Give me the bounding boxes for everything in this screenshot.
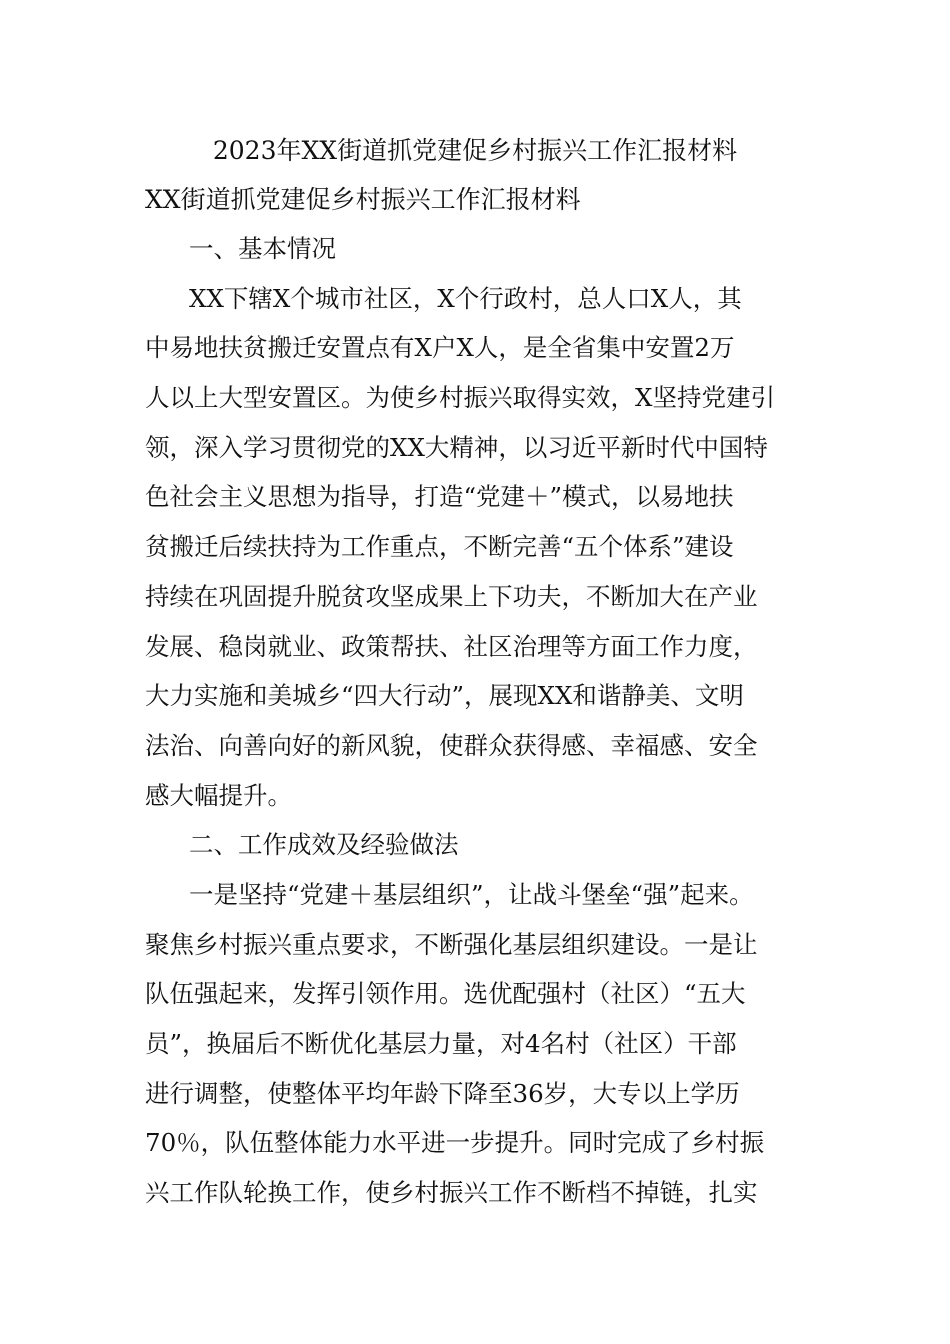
text-line: 人以上大型安置区。为使乡村振兴取得实效，X坚持党建引 [145, 383, 775, 413]
text-line: 持续在巩固提升脱贫攻坚成果上下功夫，不断加大在产业 [145, 581, 758, 611]
document-body [145, 231, 825, 1225]
text-line: 70％，队伍整体能力水平进一步提升。同时完成了乡村振 [145, 1128, 765, 1158]
text-line: 聚焦乡村振兴重点要求，不断强化基层组织建设。一是让 [145, 929, 758, 959]
document-subtitle: XX街道抓党建促乡村振兴工作汇报材料 [145, 185, 581, 214]
text-line: 进行调整，使整体平均年龄下降至36岁，大专以上学历 [145, 1078, 740, 1108]
text-line: 一是坚持“党建＋基层组织”，让战斗堡垒“强”起来。 [189, 879, 754, 909]
text-line: XX下辖X个城市社区，X个行政村，总人口X人，其 [189, 283, 742, 313]
text-line: 感大幅提升。 [145, 780, 292, 810]
text-line: 贫搬迁后续扶持为工作重点，不断完善“五个体系”建设 [145, 532, 734, 562]
text-line: 员”，换届后不断优化基层力量，对4名村（社区）干部 [145, 1029, 737, 1058]
text-line: 法治、向善向好的新风貌，使群众获得感、幸福感、安全 [145, 730, 758, 760]
text-line: 大力实施和美城乡“四大行动”，展现XX和谐静美、文明 [145, 681, 744, 711]
text-line: 领，深入学习贯彻党的XX大精神，以习近平新时代中国特 [145, 432, 768, 462]
text-line: 二、工作成效及经验做法 [189, 830, 459, 860]
document-title: 2023年XX街道抓党建促乡村振兴工作汇报材料 [212, 136, 738, 165]
text-line: 色社会主义思想为指导，打造“党建＋”模式，以易地扶 [145, 482, 734, 512]
text-line: 中易地扶贫搬迁安置点有X户X人，是全省集中安置2万 [145, 333, 735, 363]
text-line: 一、基本情况 [189, 234, 336, 263]
text-line: 发展、稳岗就业、政策帮扶、社区治理等方面工作力度， [145, 631, 758, 661]
text-line: 队伍强起来，发挥引领作用。选优配强村（社区）“五大 [145, 979, 746, 1009]
text-line: 兴工作队轮换工作，使乡村振兴工作不断档不掉链，扎实 [145, 1178, 758, 1208]
